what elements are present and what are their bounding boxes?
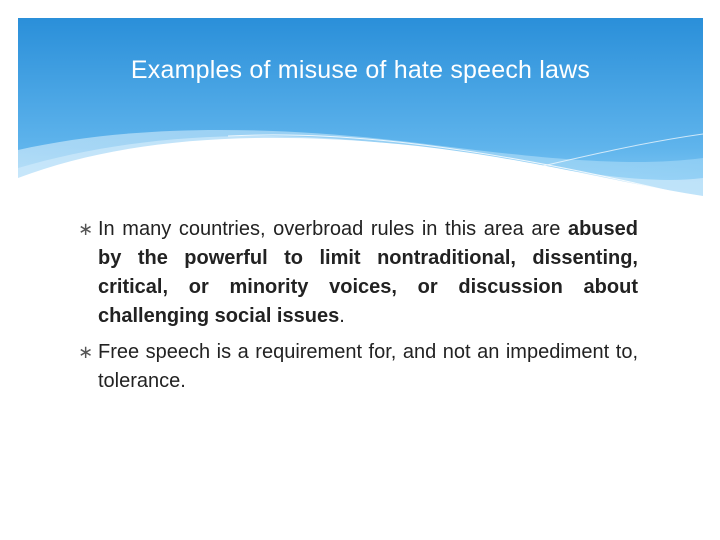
bullet-item [78,215,638,331]
bullet-text: Free speech is a requirement for, and not an impediment to, tolerance. [98,341,638,392]
bullet-text-prefix: In many countries, overbroad rules in this area are [98,218,568,240]
title-banner [18,18,703,203]
banner-wave-graphic [18,18,703,203]
bullet-text-suffix: . [339,305,345,327]
asterisk-bullet-icon: ∗ [78,342,94,362]
bullet-list [78,215,638,403]
bullet-item [78,338,638,396]
slide-title: Examples of misuse of hate speech laws [130,56,591,84]
asterisk-bullet-icon: ∗ [78,219,94,239]
bullet-text-bold: abused by the powerful to limit nontraditional, dissenting, critical, or minority voices, or discussion about challenging social issues [98,218,638,327]
